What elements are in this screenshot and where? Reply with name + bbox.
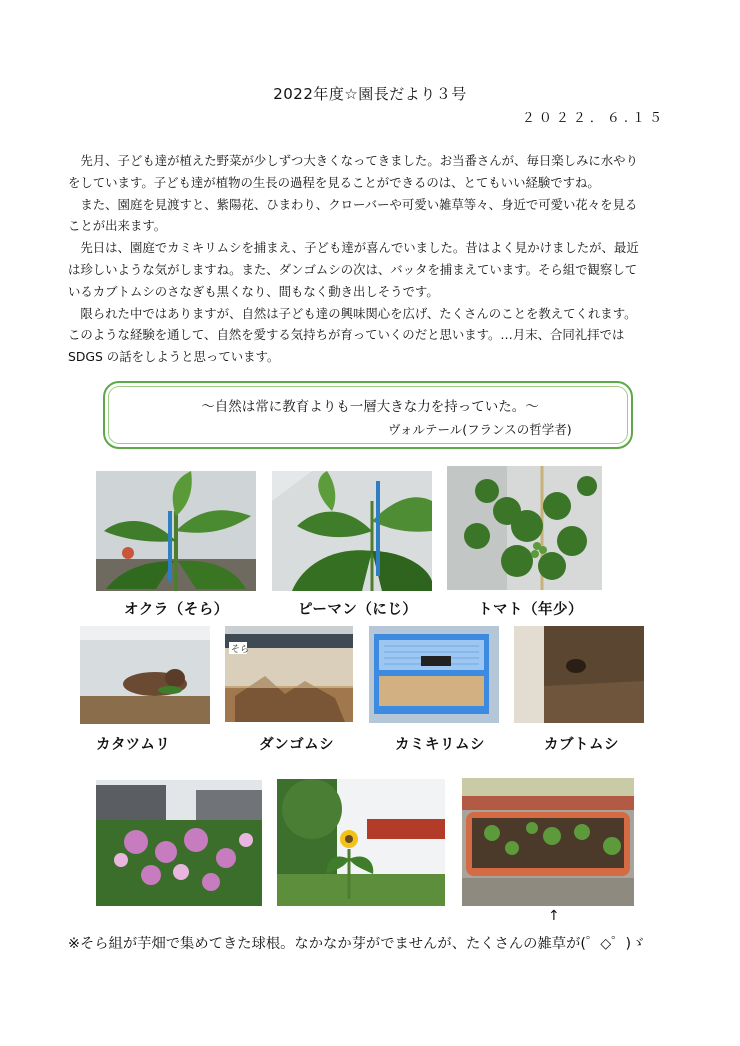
body-line: このような経験を通して、自然を愛する気持ちが育っていくのだと思います。…月末、合同礼拝では	[68, 327, 625, 343]
sunflower-photo	[277, 779, 445, 906]
issue-date: ２０２２．６.１５	[521, 111, 666, 126]
photo-caption: ダンゴムシ	[259, 737, 335, 753]
body-line: は珍しいような気がしますね。また、ダンゴムシの次は、バッタを捕まえています。そら組で観察して	[68, 261, 638, 277]
photo-caption: ピーマン（にじ）	[298, 602, 418, 618]
photo-caption: カミキリムシ	[395, 737, 485, 753]
quote-author: ヴォルテール(フランスの哲学者)	[388, 422, 572, 437]
body-line: 限られた中ではありますが、自然は子ども達の興味関心を広げ、たくさんのことを教えてくれます。	[68, 305, 637, 321]
quote-text: ～自然は常に教育よりも一層大きな力を持っていた。～	[201, 399, 539, 415]
body-text	[68, 150, 672, 368]
pill-bug-photo	[225, 626, 353, 722]
arrow-up-icon: ↑	[548, 908, 560, 924]
photo-caption: カブトムシ	[544, 737, 619, 753]
rhinoceros-beetle-photo	[514, 626, 644, 723]
planter-bulbs-photo	[462, 778, 634, 906]
quote-box	[103, 381, 633, 449]
hydrangea-photo	[96, 780, 262, 906]
container-label: そら	[231, 645, 250, 655]
photo-caption: カタツムリ	[96, 737, 171, 753]
tomato-plant-photo	[447, 466, 602, 590]
body-line: ことが出来ます。	[68, 218, 167, 234]
newsletter-title: 2022年度☆園長だより３号	[273, 85, 467, 103]
body-line: をしています。子ども達が植物の生長の過程を見ることができるのは、とてもいい経験ですね。	[68, 174, 600, 190]
photo-caption: オクラ（そら）	[124, 602, 229, 618]
photo-caption: トマト（年少）	[478, 602, 583, 618]
body-line: SDGS の話をしようと思っています。	[68, 349, 280, 365]
body-line: 先日は、園庭でカミキリムシを捕まえ、子ども達が喜んでいました。昔はよく見かけましたが、最近	[68, 240, 639, 256]
okra-plant-photo	[96, 471, 256, 591]
snail-photo	[80, 626, 210, 724]
bell-pepper-plant-photo	[272, 471, 432, 591]
body-line: いるカブトムシのさなぎも黒くなり、間もなく動き出しそうです。	[68, 283, 439, 299]
footnote-text: ※そら組が芋畑で集めてきた球根。なかなか芽がでませんが、たくさんの雑草が(゜◇゜)ゞ	[68, 936, 646, 952]
body-line: また、園庭を見渡すと、紫陽花、ひまわり、クローバーや可愛い雑草等々、身近で可愛い花々を見る	[68, 196, 638, 212]
longhorn-beetle-photo	[369, 626, 499, 723]
body-line: 先月、子ども達が植えた野菜が少しずつ大きくなってきました。お当番さんが、毎日楽しみに水やり	[68, 153, 638, 168]
